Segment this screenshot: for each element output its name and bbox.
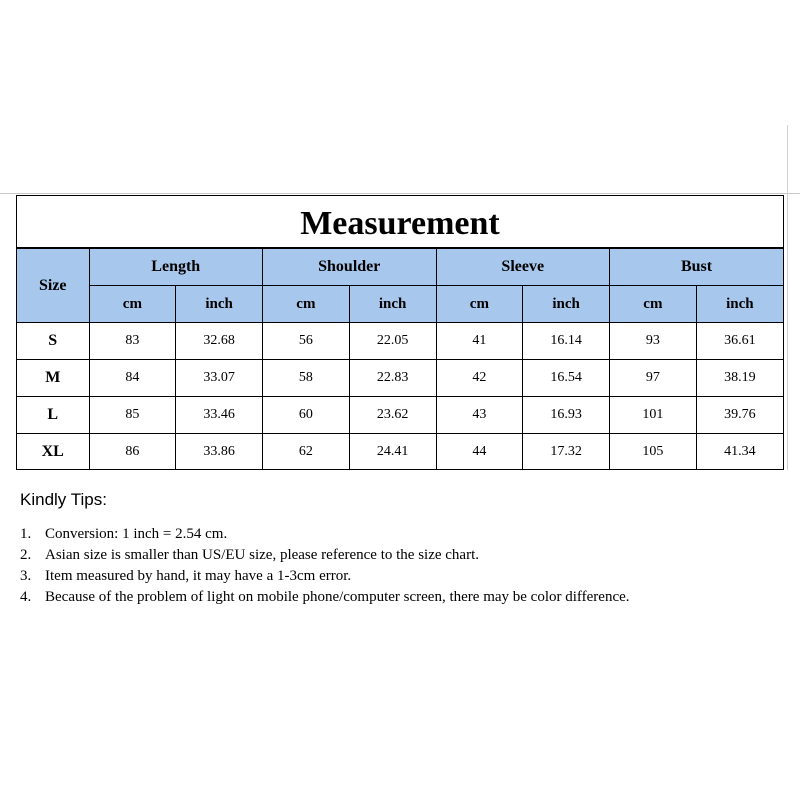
- size-header: Size: [17, 249, 89, 323]
- list-item: [20, 524, 640, 545]
- value-cell: 16.93: [523, 397, 610, 434]
- value-cell: 33.07: [176, 360, 263, 397]
- list-item: [20, 587, 640, 608]
- value-cell: 86: [89, 434, 176, 471]
- tip-number: 3.: [20, 568, 32, 584]
- size-table: [17, 248, 783, 470]
- list-item: [20, 545, 640, 566]
- tip-number: 4.: [20, 589, 32, 605]
- value-cell: 85: [89, 397, 176, 434]
- value-cell: 32.68: [176, 323, 263, 360]
- value-cell: 93: [610, 323, 697, 360]
- tip-text: Asian size is smaller than US/EU size, please reference to the size chart.: [45, 547, 479, 563]
- value-cell: 36.61: [696, 323, 783, 360]
- unit-header-inch: inch: [349, 286, 436, 323]
- value-cell: 58: [263, 360, 350, 397]
- value-cell: 41.34: [696, 434, 783, 471]
- value-cell: 42: [436, 360, 523, 397]
- kindly-tips: [20, 490, 640, 608]
- value-cell: 24.41: [349, 434, 436, 471]
- unit-header-cm: cm: [436, 286, 523, 323]
- right-divider: [787, 125, 788, 470]
- group-header-length: Length: [89, 249, 263, 286]
- value-cell: 17.32: [523, 434, 610, 471]
- value-cell: 22.05: [349, 323, 436, 360]
- value-cell: 22.83: [349, 360, 436, 397]
- value-cell: 83: [89, 323, 176, 360]
- unit-header-inch: inch: [523, 286, 610, 323]
- value-cell: 43: [436, 397, 523, 434]
- value-cell: 39.76: [696, 397, 783, 434]
- unit-header-cm: cm: [89, 286, 176, 323]
- size-cell: XL: [17, 434, 89, 471]
- value-cell: 101: [610, 397, 697, 434]
- table-row: [17, 360, 783, 397]
- top-divider: [0, 193, 800, 194]
- tip-text: Item measured by hand, it may have a 1-3cm error.: [45, 568, 352, 584]
- unit-header-cm: cm: [610, 286, 697, 323]
- table-row: [17, 397, 783, 434]
- value-cell: 62: [263, 434, 350, 471]
- group-header-bust: Bust: [610, 249, 784, 286]
- list-item: [20, 566, 640, 587]
- value-cell: 60: [263, 397, 350, 434]
- table-row: [17, 323, 783, 360]
- value-cell: 16.54: [523, 360, 610, 397]
- tips-title: Kindly Tips:: [20, 490, 107, 509]
- unit-header-inch: inch: [176, 286, 263, 323]
- size-cell: L: [17, 397, 89, 434]
- unit-header-inch: inch: [696, 286, 783, 323]
- chart-title: Measurement: [17, 196, 783, 248]
- tip-text: Conversion: 1 inch = 2.54 cm.: [45, 526, 228, 542]
- value-cell: 84: [89, 360, 176, 397]
- value-cell: 105: [610, 434, 697, 471]
- tip-number: 2.: [20, 547, 32, 563]
- size-cell: M: [17, 360, 89, 397]
- unit-header-cm: cm: [263, 286, 350, 323]
- value-cell: 33.46: [176, 397, 263, 434]
- size-cell: S: [17, 323, 89, 360]
- value-cell: 23.62: [349, 397, 436, 434]
- value-cell: 41: [436, 323, 523, 360]
- value-cell: 33.86: [176, 434, 263, 471]
- group-header-sleeve: Sleeve: [436, 249, 610, 286]
- value-cell: 97: [610, 360, 697, 397]
- value-cell: 38.19: [696, 360, 783, 397]
- value-cell: 56: [263, 323, 350, 360]
- value-cell: 16.14: [523, 323, 610, 360]
- table-row: [17, 434, 783, 471]
- size-chart: [16, 195, 784, 470]
- tips-list: [20, 524, 640, 608]
- group-header-shoulder: Shoulder: [263, 249, 437, 286]
- tip-text: Because of the problem of light on mobile phone/computer screen, there may be color difference.: [45, 589, 630, 605]
- value-cell: 44: [436, 434, 523, 471]
- tip-number: 1.: [20, 526, 32, 542]
